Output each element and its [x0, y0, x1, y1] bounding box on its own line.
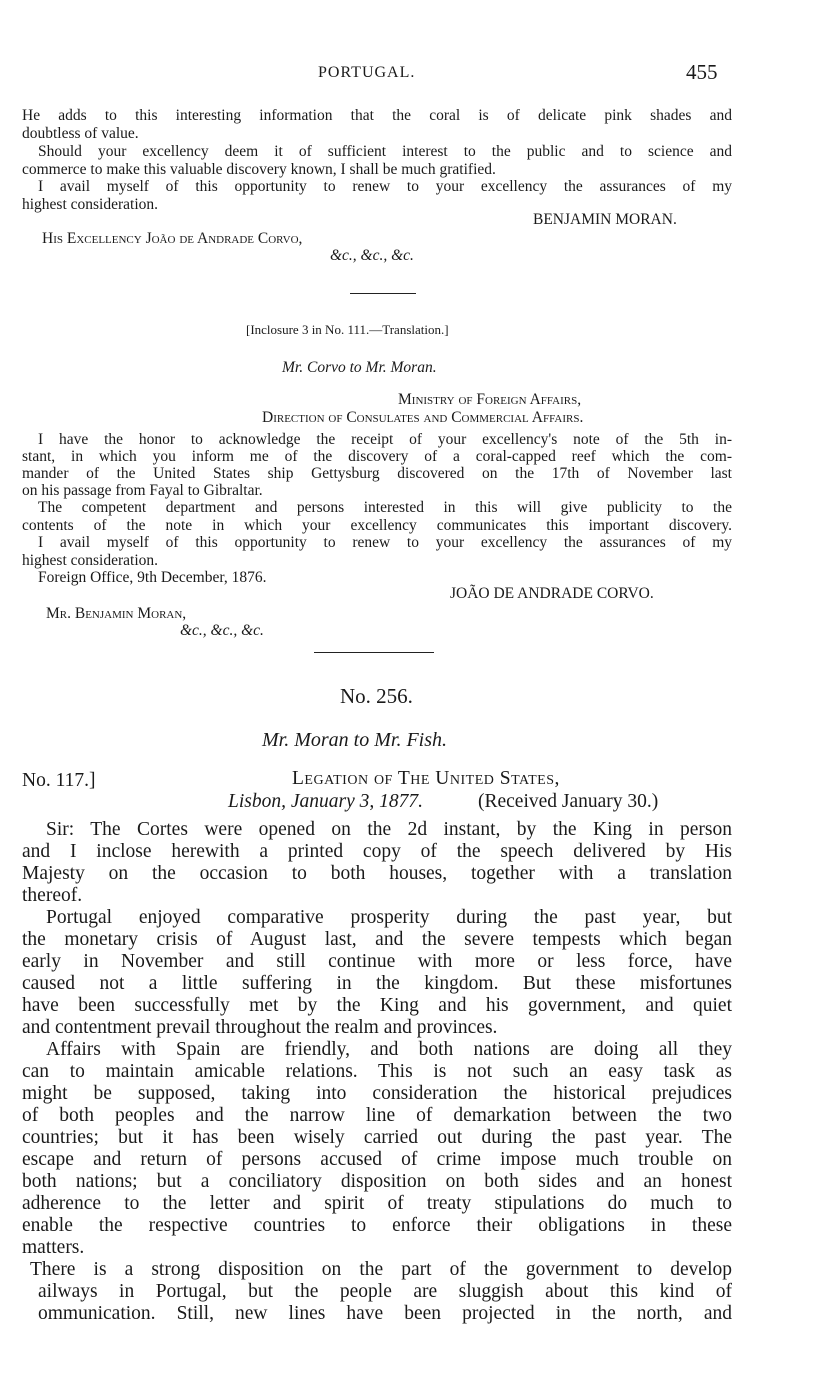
body-line: matters.: [22, 1237, 85, 1258]
dispatch-number: No. 117.]: [22, 770, 96, 791]
inclosure-line: mander of the United States ship Gettysburg discovered on the 17th of November last: [22, 465, 732, 482]
received-date: (Received January 30.): [478, 791, 659, 812]
letter-line: Should your excellency deem it of sufficient interest to the public and to science and: [38, 143, 732, 160]
inclosure-line: I avail myself of this opportunity to renew to your excellency the assurances of my: [38, 534, 732, 551]
etc: &c., &c., &c.: [330, 247, 414, 264]
body-line: early in November and still continue with more or less force, have: [22, 951, 732, 972]
body-line: Affairs with Spain are friendly, and both nations are doing all they: [46, 1039, 732, 1060]
ministry-line: Ministry of Foreign Affairs,: [398, 391, 582, 408]
body-line: There is a strong disposition on the part of the government to develop: [30, 1259, 732, 1280]
place-date: Lisbon, January 3, 1877.: [228, 791, 423, 812]
body-line: Sir: The Cortes were opened on the 2d instant, by the King in person: [46, 819, 732, 840]
body-line: have been successfully met by the King and his government, and quiet: [22, 995, 732, 1016]
body-line: Portugal enjoyed comparative prosperity during the past year, but: [46, 907, 732, 928]
body-line: and contentment prevail throughout the realm and provinces.: [22, 1017, 498, 1038]
section-rule: [314, 652, 434, 653]
letter-line: I avail myself of this opportunity to renew to your excellency the assurances of my: [38, 178, 732, 195]
inclosure-line: Foreign Office, 9th December, 1876.: [38, 569, 267, 586]
body-line: of both peoples and the narrow line of demarkation between the two: [22, 1105, 732, 1126]
addressee: His Excellency João de Andrade Corvo,: [42, 230, 303, 247]
inclosure-etc: &c., &c., &c.: [180, 622, 264, 639]
body-line: Majesty on the occasion to both houses, together with a translation: [22, 863, 732, 884]
inclosure-note: [Inclosure 3 in No. 111.—Translation.]: [246, 322, 449, 337]
inclosure-line: highest consideration.: [22, 552, 159, 569]
inclosure-line: I have the honor to acknowledge the receipt of your excellency's note of the 5th in-: [38, 431, 732, 448]
body-line: both nations; but a conciliatory disposition on both sides and an honest: [22, 1171, 732, 1192]
direction-line: Direction of Consulates and Commercial Affairs.: [262, 409, 584, 426]
document-heading: Mr. Moran to Mr. Fish.: [262, 729, 448, 751]
letter-line: He adds to this interesting information that the coral is of delicate pink shades and: [22, 107, 732, 124]
signature: BENJAMIN MORAN.: [533, 211, 677, 228]
letter-line: doubtless of value.: [22, 125, 139, 142]
body-line: ommunication. Still, new lines have been projected in the north, and: [38, 1303, 732, 1324]
inclosure-signature: JOÃO DE ANDRADE CORVO.: [450, 585, 654, 602]
body-line: countries; but it has been wisely carried out during the past year. The: [22, 1127, 732, 1148]
inclosure-line: on his passage from Fayal to Gibraltar.: [22, 482, 263, 499]
body-line: escape and return of persons accused of crime impose much trouble on: [22, 1149, 732, 1170]
body-line: adherence to the letter and spirit of treaty stipulations do much to: [22, 1193, 732, 1214]
inclosure-heading: Mr. Corvo to Mr. Moran.: [282, 359, 437, 376]
inclosure-line: The competent department and persons interested in this will give publicity to the: [38, 499, 732, 516]
body-line: might be supposed, taking into consideration the historical prejudices: [22, 1083, 732, 1104]
inclosure-addressee: Mr. Benjamin Moran,: [46, 605, 187, 622]
body-line: can to maintain amicable relations. This is not such an easy task as: [22, 1061, 732, 1082]
body-line: and I inclose herewith a printed copy of the speech delivered by His: [22, 841, 732, 862]
running-title: PORTUGAL.: [318, 64, 416, 81]
body-line: enable the respective countries to enforce their obligations in these: [22, 1215, 732, 1236]
body-line: caused not a little suffering in the kingdom. But these misfortunes: [22, 973, 732, 994]
body-line: the monetary crisis of August last, and the severe tempests which began: [22, 929, 732, 950]
section-rule: [350, 293, 416, 294]
body-line: thereof.: [22, 885, 83, 906]
body-line: ailways in Portugal, but the people are sluggish about this kind of: [38, 1281, 732, 1302]
legation-line: Legation of The United States,: [292, 768, 560, 789]
document-number: No. 256.: [340, 684, 413, 708]
inclosure-line: contents of the note in which your excellency communicates this important discovery.: [22, 517, 732, 534]
letter-line: highest consideration.: [22, 196, 159, 213]
inclosure-line: stant, in which you inform me of the discovery of a coral-capped reef which the com-: [22, 448, 732, 465]
letter-line: commerce to make this valuable discovery known, I shall be much gratified.: [22, 161, 496, 178]
page-number: 455: [686, 60, 718, 84]
